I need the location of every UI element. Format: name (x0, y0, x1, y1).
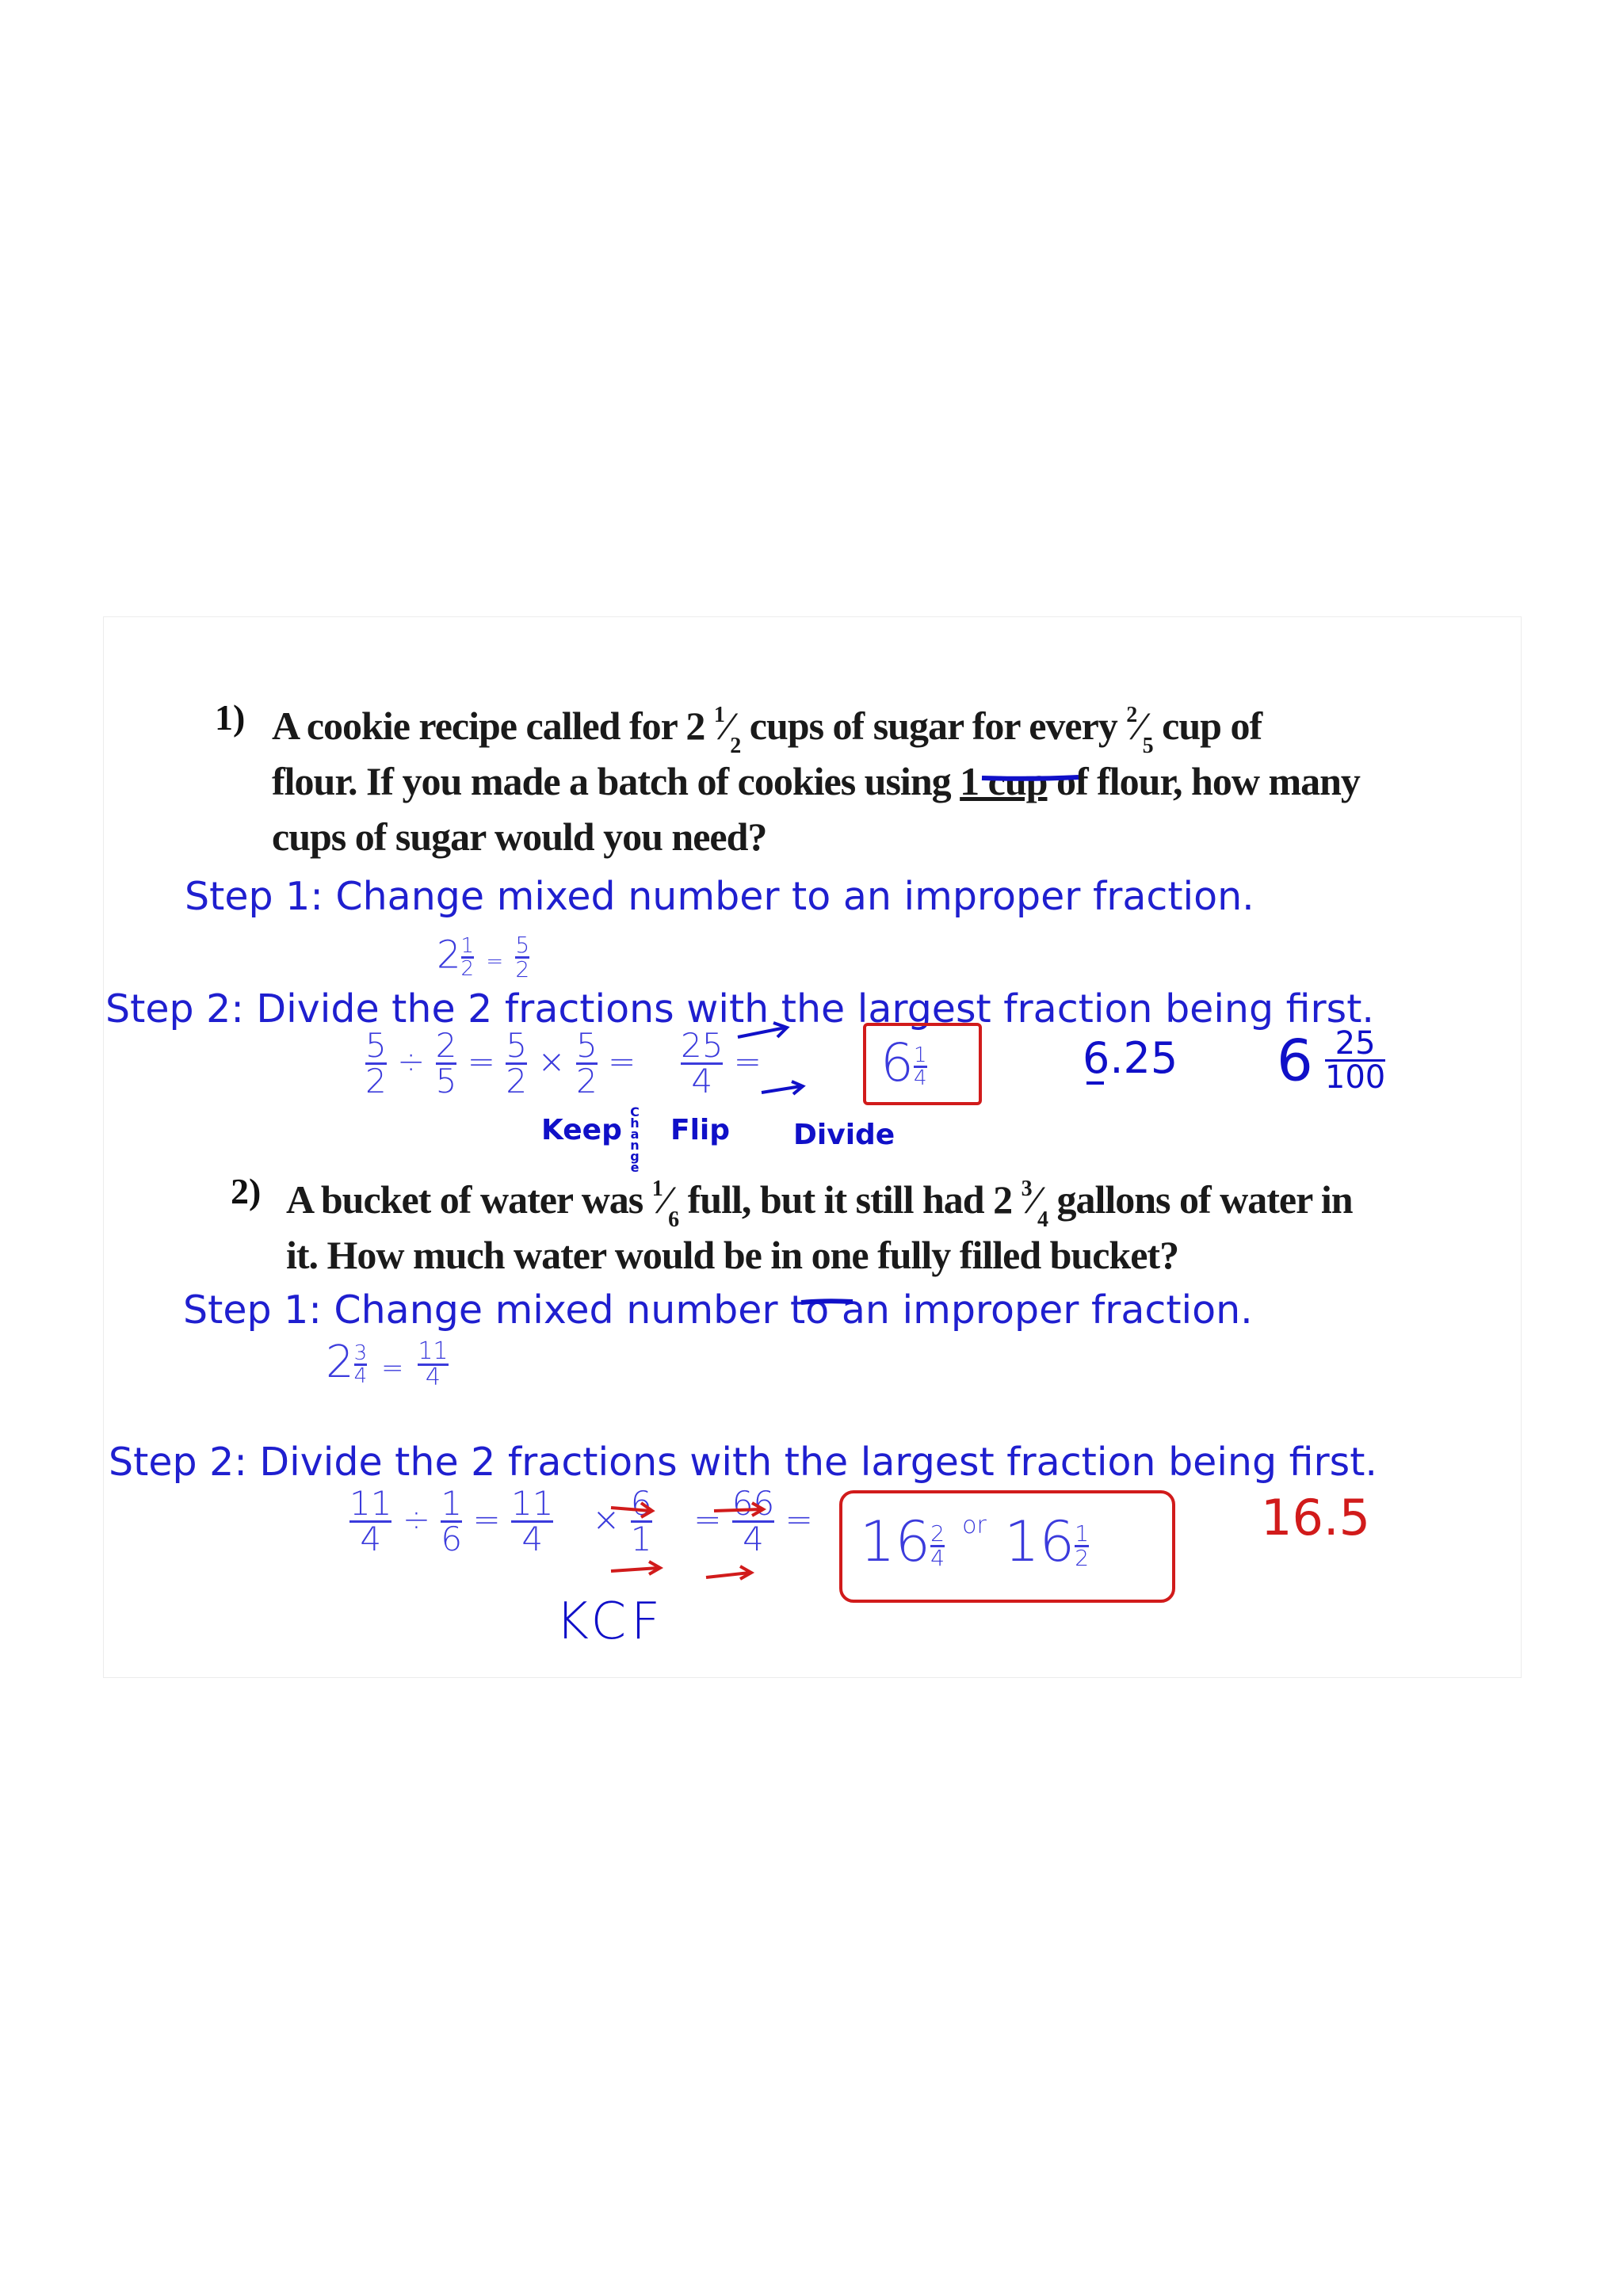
label-change: Change (630, 1104, 640, 1175)
problem-2-step-1-work: 2 $\frac{3}{4}$ = $\frac{11}{4}$ (326, 1336, 449, 1391)
problem-1-fraction-2: $^2⁄_5$ (1126, 703, 1153, 758)
problem-1-text: cup of (1162, 704, 1262, 748)
problem-2-text: gallons of water in (1056, 1177, 1353, 1222)
problem-2-text: it. How much water would be in (286, 1233, 803, 1277)
problem-1-text: cups of sugar for every (749, 704, 1117, 748)
problem-1-number: 1) (215, 697, 246, 738)
problem-1-step-2: Step 2: Divide the 2 fractions with the largest fraction being first. (105, 986, 1374, 1032)
problem-1-answer-box: 6 $\frac{1}{4}$ (863, 1023, 982, 1105)
problem-2-step-1: Step 1: Change mixed number to an improper fraction. (183, 1287, 1253, 1333)
problem-1-step-1-work: 2 $\frac{1}{2}$ = $\frac{5}{2}$ (437, 932, 530, 982)
problem-1-text: of flour, how many (1056, 759, 1360, 803)
problem-2-text: fully filled bucket? (877, 1233, 1179, 1277)
problem-2-step-2-work: $\frac{11}{4}$ ÷ $\frac{1}{6}$ = $\frac{11}{4}$ × $\frac{6}{1}$ = $\frac{66}{4}$ = (349, 1484, 813, 1558)
problem-2-decimal-answer: 16.5 (1261, 1489, 1371, 1547)
problem-2-number: 2) (231, 1171, 262, 1211)
problem-2-underlined-word: one (811, 1233, 869, 1277)
label-kcf: KCF (556, 1592, 665, 1651)
worksheet-slide (103, 616, 1522, 1678)
problem-1-step-2-work: $\frac{5}{2}$ ÷ $\frac{2}{5}$ = $\frac{5}{2}$ × $\frac{5}{2}$ = $\frac{25}{4}$ = (365, 1026, 762, 1100)
problem-2-text: full, but it still had 2 (687, 1177, 1013, 1222)
problem-2-step-2: Step 2: Divide the 2 fractions with the largest fraction being first. (109, 1440, 1377, 1485)
label-flip: Flip (670, 1114, 731, 1146)
underline-one (801, 1301, 853, 1302)
label-keep: Keep (541, 1114, 622, 1146)
problem-1-underlined-phrase: 1 cup (960, 759, 1048, 803)
problem-2-fraction-2: $^3⁄_4$ (1021, 1177, 1048, 1232)
underline-1-cup (982, 777, 1079, 779)
annotation-strokes (104, 617, 1522, 1679)
problem-1-step-1: Step 1: Change mixed number to an improper fraction. (185, 874, 1254, 919)
arrow-icon (611, 1508, 651, 1511)
problem-1-text: A cookie recipe called for 2 (272, 704, 705, 748)
arrow-icon (611, 1568, 659, 1571)
problem-1-fraction-1: $^1⁄_2$ (713, 703, 741, 758)
problem-1-decimal-answer: 6.25 (1083, 1033, 1178, 1083)
problem-2-text: A bucket of water was (286, 1177, 643, 1222)
problem-2-fraction-1: $^1⁄_6$ (651, 1177, 679, 1232)
arrow-icon (714, 1509, 762, 1511)
problem-1-line-3: cups of sugar would you need? (272, 814, 767, 859)
label-divide: Divide (793, 1119, 896, 1151)
problem-1-fraction-answer: 6 $\frac{25}{100}$ (1277, 1025, 1386, 1096)
problem-1-text: flour. If you made a batch of cookies using (272, 759, 951, 803)
problem-2-answer-box: 16 $\frac{2}{4}$ $^{or}$ 16 $\frac{1}{2}$ (839, 1490, 1175, 1603)
